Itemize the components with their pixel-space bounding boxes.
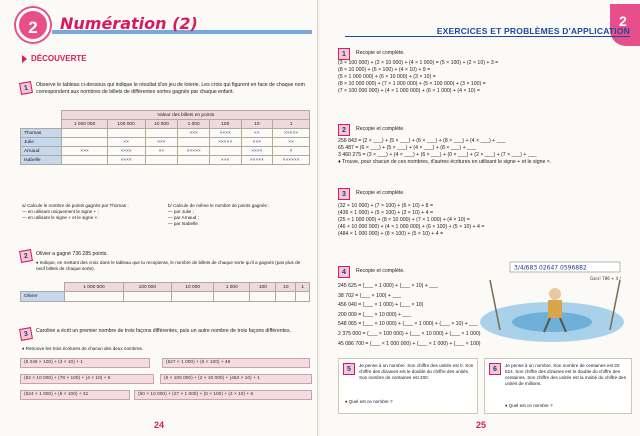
table-cell: ×××× xyxy=(107,156,145,165)
exercise-instruction: ♦ Trouve, pour chacun de ces nombres, d'autres écritures en utilisant le signe + et le signe ×. xyxy=(338,159,552,165)
table-cell: ××× xyxy=(178,129,210,138)
expression-box: (5 × 100 000) + (2 × 10 000) + (463 × 10) + 1 xyxy=(160,374,312,384)
exercise-number: 5 xyxy=(343,363,355,375)
exercise-head: Recopie et complète. xyxy=(356,268,405,274)
table-cell xyxy=(178,138,210,147)
bubble-text: 3/4/683 02647 0596882 xyxy=(514,264,587,272)
table-cell: × xyxy=(273,147,310,156)
expression-line: 65 487 = (6 × ___) + (5 × ___) + (4 × ___) + (8 × ___) + ___ xyxy=(338,145,476,151)
table-cell xyxy=(145,156,178,165)
question-a: a/ Calcule le nombre de points gagnés par Thomas : — en utilisant uniquement le signe + ; — en utilisant le signe + et le signe ×. xyxy=(22,203,129,220)
table-cell xyxy=(62,156,107,165)
page-title: Numération (2) xyxy=(60,14,198,33)
row-label: Isabelle xyxy=(21,156,62,165)
problem-card-6 xyxy=(484,358,632,414)
table-cell: ×××× xyxy=(241,147,273,156)
table-cell: ××× xyxy=(241,138,273,147)
table-cell[interactable] xyxy=(296,292,310,302)
expression-line: 200 009 = (___ × 10 000) + ___ xyxy=(338,311,412,318)
olivier-table xyxy=(20,282,310,302)
table-cell: ××××× xyxy=(178,147,210,156)
table-cell[interactable] xyxy=(214,292,250,302)
exercise-number: 1 xyxy=(19,81,33,95)
exercise-head: Recopie et complète. xyxy=(356,126,405,132)
table-cell xyxy=(107,129,145,138)
table-row xyxy=(21,138,310,147)
table-cell[interactable] xyxy=(276,292,296,302)
expression-line: 548 065 = (___ × 10 000) + (___ × 1 000) + (___ × 10) + ___ xyxy=(338,321,478,328)
table-row xyxy=(21,147,310,156)
table-cell: ×× xyxy=(273,138,310,147)
exercise-number: 2 xyxy=(338,124,350,136)
problem-text: Je pense à un nombre. Son nombre de centaines est 20 624. Son chiffre des dizaines est le double du chiffre des centaines. Son chiffre des unités est la moitié du chiffre des unités de millions. xyxy=(505,363,626,386)
column-header: 1 000 000 xyxy=(62,120,107,129)
table-cell: ×× xyxy=(241,129,273,138)
expression-line: (5 × 1 000 000) + (6 × 10 000) + (3 × 10) = xyxy=(338,74,436,80)
problem-card-5 xyxy=(338,358,478,414)
left-page xyxy=(0,0,318,436)
exercise-head: Recopie et complète. xyxy=(356,50,405,56)
expression-line: (8 × 10 000 000) + (7 × 1 000 000) + (5 × 100 000) + (3 × 100) = xyxy=(338,81,486,87)
expression-line: 2 375 000 = (___ × 100 000) + (___ × 10 000) + (___ × 1 000) xyxy=(338,330,481,337)
page-number: 25 xyxy=(476,420,487,430)
exercise-text: Olivier a gagné 736 285 points. xyxy=(36,251,108,257)
exercise-lines xyxy=(338,282,488,349)
expression-box: (5 246 × 100) + (3 × 10) + 1 xyxy=(20,358,150,368)
column-header: 100 xyxy=(250,283,276,292)
expression-line: (25 × 1 000 000) + (8 × 10 000) + (7 × 1 000) + (4 × 10) = xyxy=(338,217,470,223)
table-row xyxy=(21,129,310,138)
expression-line: (8 × 10 000) + (6 × 100) + (4 × 10) + 9 = xyxy=(338,67,431,73)
well-illustration-icon xyxy=(470,260,635,346)
expression-line: (46 × 10 000 000) + (4 × 1 000 000) + (6 × 100) + (5 × 10) + 4 = xyxy=(338,224,485,230)
column-header: 1 xyxy=(296,283,310,292)
table-cell: ×××× xyxy=(209,129,241,138)
exercise-text: Caroline a écrit un premier nombre de trois façons différentes, puis un autre nombre de trois façons différentes. xyxy=(36,328,291,334)
row-label: Julie xyxy=(21,138,62,147)
exercise-number: 2 xyxy=(19,249,33,263)
table-cell: ××× xyxy=(209,156,241,165)
problem-question: ♦ Quel est ce nombre ? xyxy=(505,403,553,408)
column-header: 1 000 xyxy=(214,283,250,292)
exercise-text: Observe le tableau ci-dessous qui indique le résultat d'un jeu de loterie. Les croix qui figurent en face de chaque nom correspondent aux nombres de billets de différentes sortes gagnés par chaque enfant. xyxy=(36,82,305,95)
exercise-head: Recopie et complète. xyxy=(356,190,405,196)
row-label: Thomas xyxy=(21,129,62,138)
column-header: 100 000 xyxy=(107,120,145,129)
table-cell xyxy=(209,147,241,156)
table-cell[interactable] xyxy=(172,292,214,302)
expression-box: (527 × 1 000) + (6 × 100) + 46 xyxy=(162,358,310,368)
table-cell[interactable] xyxy=(250,292,276,302)
exercise-number: 4 xyxy=(338,266,350,278)
expression-line: 45 086 700 = (___ × 1 000 000) + (___ × 1 000) + (___ × 100) xyxy=(338,340,481,347)
table-cell xyxy=(145,129,178,138)
expression-box: (50 × 10 000) + (27 × 1 000) + (6 × 100) + (4 × 10) + 6 xyxy=(134,390,312,400)
table-cell[interactable] xyxy=(123,292,172,302)
table-cell: ×××× xyxy=(107,147,145,156)
expression-box: (52 × 10 000) + (78 × 100) + (4 × 10) + 6 xyxy=(20,374,154,384)
table-cell xyxy=(62,138,107,147)
table-cell: ×× xyxy=(107,138,145,147)
exercise-number: 3 xyxy=(338,188,350,200)
table-cell[interactable] xyxy=(65,292,123,302)
table-cell: ××××× xyxy=(241,156,273,165)
table-cell xyxy=(62,129,107,138)
column-header: 10 000 xyxy=(145,120,178,129)
lottery-table xyxy=(20,110,310,165)
column-header: 1 000 000 xyxy=(65,283,123,292)
table-caption: Valeur des billets en points xyxy=(62,111,310,120)
exercise-number: 1 xyxy=(338,48,350,60)
expression-line: 256 843 = (2 × ___) + (5 × ___) + (6 × ___) + (8 × ___) + (4 × ___) + ___ xyxy=(338,138,506,144)
column-header: 10 xyxy=(241,120,273,129)
expression-line: 38 702 = (___ × 100) + ___ xyxy=(338,292,402,299)
expression-line: 456 040 = (___ × 1 000) + (___ × 10) xyxy=(338,302,424,309)
exercise-instruction: ♦ Retrouve les trois écritures de chacun des deux nombres. xyxy=(22,346,144,351)
page-title: EXERCICES ET PROBLÈMES D'APPLICATION xyxy=(436,26,630,36)
triangle-icon xyxy=(22,55,27,63)
expression-line: (7 × 100 000 000) + (4 × 1 000 000) + (6 × 1 000) + (4 × 10) = xyxy=(338,88,480,94)
table-cell xyxy=(178,156,210,165)
row-label: Olivier xyxy=(21,292,65,302)
exercise-lines xyxy=(338,203,633,238)
row-label: Arnaud xyxy=(21,147,62,156)
title-rule xyxy=(345,36,630,37)
expression-line: (32 × 10 000) + (7 × 100) + (6 × 10) + 8 = xyxy=(338,203,434,209)
column-header: 10 xyxy=(276,283,296,292)
table-cell: ××××× xyxy=(209,138,241,147)
expression-line: 245 625 = (___ × 1 000) + (___ × 10) + ___ xyxy=(338,283,438,289)
expression-line: 3 460 275 = (3 × ___) + (4 × ___) + (6 × ___) + (0 × ___) + (2 × ___) + (7 × ___) + ___ xyxy=(338,152,537,158)
column-header: 1 000 xyxy=(178,120,210,129)
section-heading: DÉCOUVERTE xyxy=(22,54,87,63)
exercise-lines xyxy=(338,60,633,95)
column-header: 10 000 xyxy=(172,283,214,292)
page-number: 24 xyxy=(154,420,165,430)
table-cell: ××× xyxy=(145,138,178,147)
problem-text: Je pense à un nombre. Son chiffre des unités est 0. Son chiffre des dizaines est le double du chiffre des unités. Son nombre de centaines est 200. xyxy=(359,363,474,380)
column-header: 1 xyxy=(273,120,310,129)
table-cell: ×××××× xyxy=(273,156,310,165)
exercise-number: 6 xyxy=(489,363,501,375)
bubble-text-2: Gars! 786 + 4 / xyxy=(590,276,621,281)
table-cell: ×× xyxy=(145,147,178,156)
exercise-number: 3 xyxy=(19,327,33,341)
problem-question: ♦ Quel est ce nombre ? xyxy=(345,399,393,404)
expression-line: (3 × 100 000) + (2 × 10 000) + (4 × 1 000) = (5 × 100) + (2 × 10) + 3 = xyxy=(338,60,499,66)
exercise-lines xyxy=(338,138,636,166)
expression-box: (524 × 1 000) + (6 × 100) + 31 xyxy=(20,390,130,400)
expression-line: (436 × 1 000) + (5 × 100) + (2 × 10) + 4 = xyxy=(338,210,434,216)
table-cell: ××××× xyxy=(273,129,310,138)
chapter-badge: 2 xyxy=(16,8,50,42)
exercise-instruction: ♦ Indique, en mettant des croix dans le tableau que tu recopieras, le nombre de billets de chaque sorte qu'il a gagnés (pas plus de neuf billets de chaque sorte). xyxy=(36,260,301,271)
expression-line: (484 × 1 000 000) + (8 × 100) + (5 × 10) + 4 = xyxy=(338,231,444,237)
table-row xyxy=(21,156,310,165)
chapter-tab: 2 xyxy=(610,4,640,46)
table-cell: ××× xyxy=(62,147,107,156)
column-header: 100 xyxy=(209,120,241,129)
question-b: b/ Calcule de même le nombre de points gagnés : — par Julie ; — par Arnaud ; — par Isabelle. xyxy=(168,203,270,226)
right-page xyxy=(320,0,640,436)
column-header: 100 000 xyxy=(123,283,172,292)
